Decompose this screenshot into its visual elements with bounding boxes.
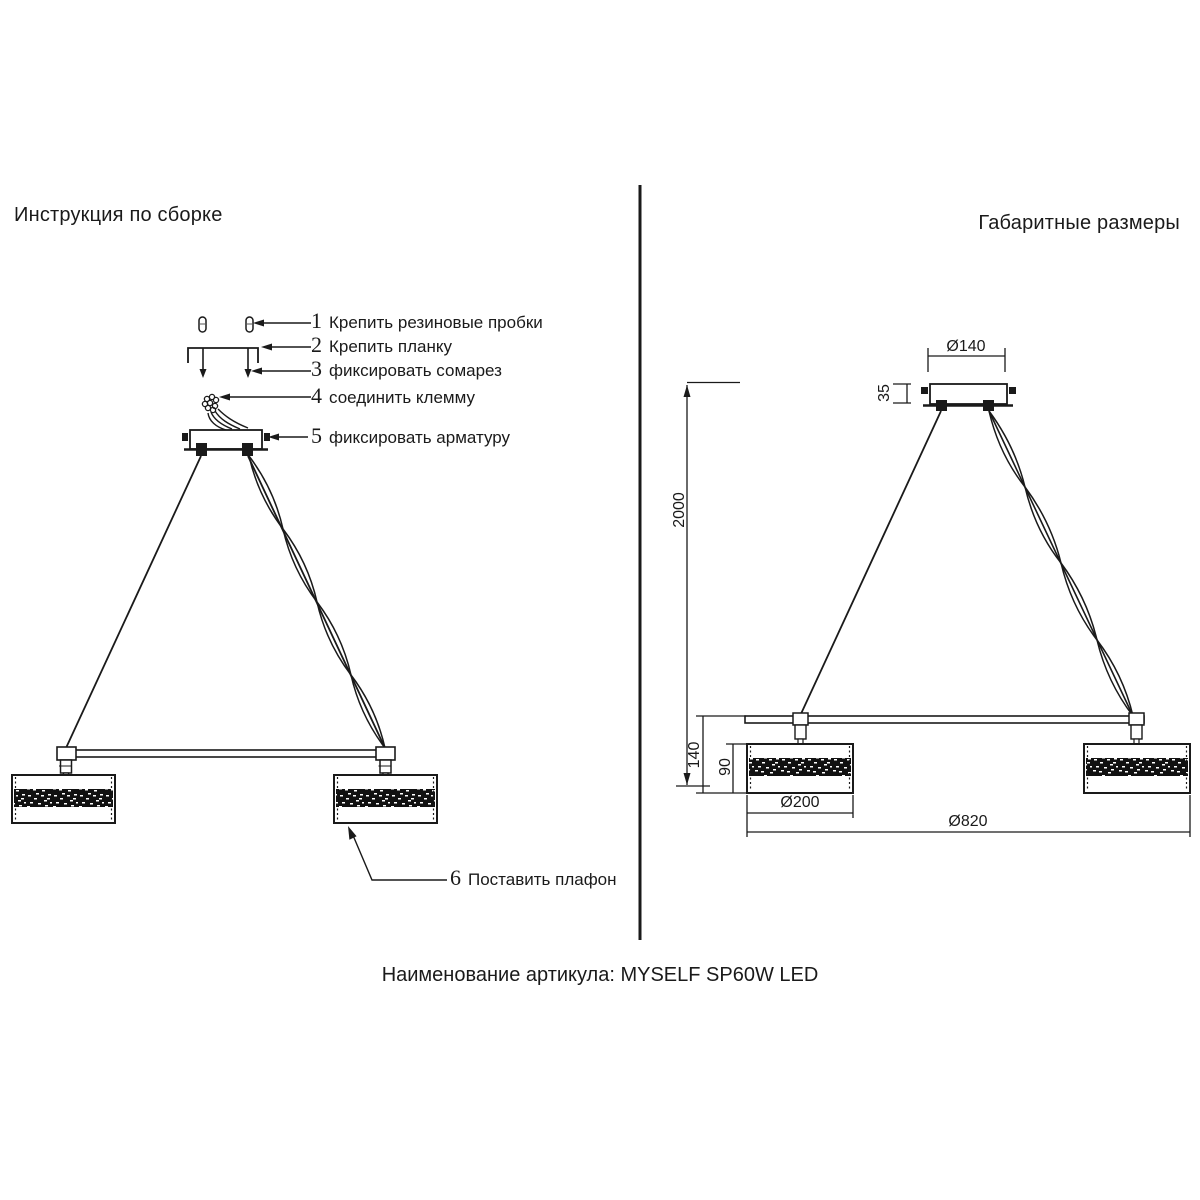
dim-shade-diameter: Ø200 — [780, 794, 820, 811]
step-4 — [311, 385, 475, 408]
step-3-label: фиксировать сомарез — [329, 361, 502, 380]
step-2 — [311, 334, 452, 357]
dim-canopy-diameter: Ø140 — [946, 338, 986, 355]
article-name: Наименование артикула: MYSELF SP60W LED — [381, 964, 819, 986]
crossbar — [57, 747, 395, 760]
step-4-number: 4 — [311, 383, 322, 408]
shade-right — [334, 775, 437, 823]
dim-fixture-height: 140 — [686, 741, 703, 769]
ceiling-canopy — [921, 384, 1016, 411]
step-2-label: Крепить планку — [329, 337, 452, 356]
step-5-number: 5 — [311, 423, 322, 448]
step-4-label: соединить клемму — [329, 388, 475, 407]
right-section-title: Габаритные размеры — [978, 212, 1180, 234]
dim-canopy-height: 35 — [876, 384, 893, 402]
step-6-number: 6 — [450, 865, 461, 890]
dimension-diagram — [676, 348, 1190, 837]
terminal-block — [202, 394, 248, 430]
dim-overall-diameter: Ø820 — [948, 813, 988, 830]
shade-right-dim — [1084, 744, 1190, 793]
step-1-number: 1 — [311, 308, 322, 333]
suspension-cables — [66, 456, 385, 748]
dim-suspension-length: 2000 — [671, 492, 688, 528]
rubber-plugs — [199, 317, 253, 332]
ring-bar — [745, 713, 1144, 725]
shade-left-dim — [747, 744, 853, 793]
step-3 — [311, 358, 502, 381]
step-6 — [450, 867, 617, 890]
step-2-number: 2 — [311, 332, 322, 357]
left-section-title: Инструкция по сборке — [14, 204, 223, 226]
armature-plate — [182, 430, 270, 456]
step-5-label: фиксировать арматуру — [329, 428, 511, 447]
suspension-cables-dim — [800, 411, 1133, 716]
step-1 — [311, 310, 543, 333]
step-3-number: 3 — [311, 356, 322, 381]
step-5 — [311, 425, 510, 448]
step-6-label: Поставить плафон — [468, 870, 617, 889]
dim-shade-height: 90 — [717, 758, 734, 776]
shade-left — [12, 775, 115, 823]
step-1-label: Крепить резиновые пробки — [329, 313, 543, 332]
mounting-screws — [200, 348, 252, 378]
